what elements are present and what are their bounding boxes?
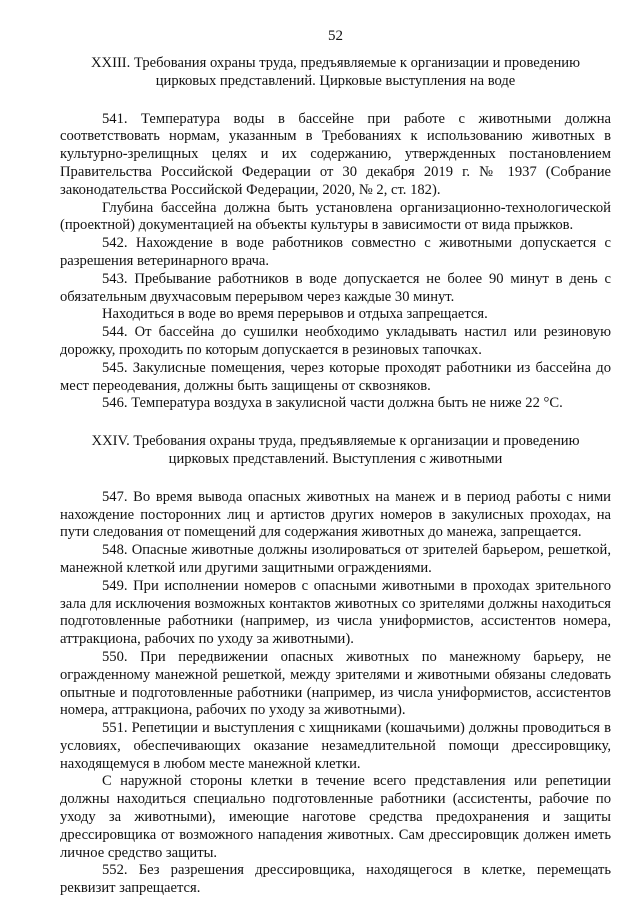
section-title-xxiii: [60, 55, 611, 91]
paragraph-549: 549. При исполнении номеров с опасными животными в проходах зрительного зала для исключения возможных контактов животных со зрителями должны находиться подготовленные работники (например, из числа униформистов, ассистентов номера, аттракциона, рабочих по уходу за животными).: [60, 577, 611, 648]
section-body-xxiii: [60, 111, 611, 414]
section-title-line: цирковых представлений. Цирковые выступления на воде: [155, 72, 516, 89]
paragraph-551: 551. Репетиции и выступления с хищниками (кошачьими) должны проводиться в условиях, обеспечивающих оказание незамедлительной помощи дрессировщику, находящемуся в любом месте манежной клетки.: [60, 720, 611, 772]
paragraph-541: 541. Температура воды в бассейне при работе с животными должна соответствовать нормам, указанным в Требованиях к использованию животных в культурно-зрелищных целях и их содержанию, утвержденных постановлением Правительства Российской Федерации от 30 декабря 2019 г. № 1937 (Собрание законодательства Российской Федерации, 2020, № 2, ст. 182).: [60, 110, 611, 198]
section-body-xxiv: [60, 489, 611, 898]
section-title-line: XXIII. Требования охраны труда, предъявляемые к организации и проведению: [91, 55, 580, 71]
paragraph-breaks: Находиться в воде во время перерывов и отдыха запрещается.: [102, 306, 488, 323]
paragraph-550: 550. При передвижении опасных животных по манежному барьеру, не огражденному манежной решеткой, между зрителями и животными обязаны следовать опытные и подготовленные работники (например, из числа униформистов, ассистентов номера, аттракциона, рабочих по уходу за животными).: [60, 648, 611, 719]
paragraph-552: 552. Без разрешения дрессировщика, находящегося в клетке, перемещать реквизит запрещается.: [60, 862, 611, 897]
section-title-line: XXIV. Требования охраны труда, предъявляемые к организации и проведению: [91, 433, 580, 450]
section-title-xxiv: [60, 433, 611, 469]
paragraph-546: 546. Температура воздуха в закулисной части должна быть не ниже 22 °С.: [102, 395, 563, 412]
paragraph-545: 545. Закулисные помещения, через которые проходят работники из бассейна до мест переодевания, должны быть защищены от сквозняков.: [60, 359, 611, 394]
document-page: [60, 28, 611, 898]
page-number: 52: [328, 28, 343, 44]
paragraph-548: 548. Опасные животные должны изолироваться от зрителей барьером, решеткой, манежной клеткой или другими защитными ограждениями.: [60, 542, 611, 576]
paragraph-cage-staff: С наружной стороны клетки в течение всего представления или репетиции должны находиться специально подготовленные работники (ассистенты, рабочие по уходу за животными), имеющие наготове средства предохранения и защиты дрессировщика от возможного нападения животных. Сам дрессировщик должен иметь личное средство защиты.: [60, 773, 611, 861]
paragraph-544: 544. От бассейна до сушилки необходимо укладывать настил или резиновую дорожку, проходить по которым допускается в резиновых тапочках.: [60, 324, 611, 358]
section-title-line: цирковых представлений. Выступления с животными: [168, 450, 503, 467]
paragraph-542: 542. Нахождение в воде работников совместно с животными допускается с разрешения ветеринарного врача.: [60, 235, 611, 269]
paragraph-543: 543. Пребывание работников в воде допускается не более 90 минут в день с обязательным двухчасовым перерывом через каждые 30 минут.: [60, 270, 611, 305]
paragraph-pool-depth: Глубина бассейна должна быть установлена организационно-технологической (проектной) документацией на объекты культуры в зависимости от вида прыжков.: [60, 199, 611, 234]
paragraph-547: 547. Во время вывода опасных животных на манеж и в период работы с ними нахождение посторонних лиц и артистов других номеров в закулисных проходах, на пути следования от помещений для содержания животных до манежа, запрещается.: [60, 488, 611, 541]
